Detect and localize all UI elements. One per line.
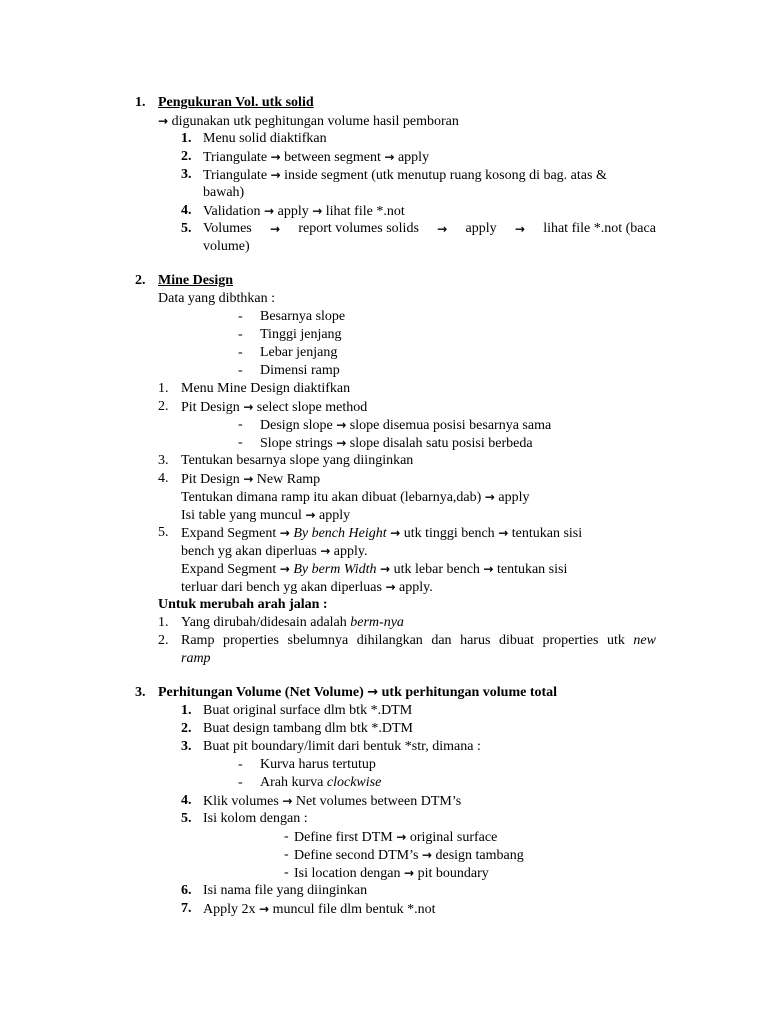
arrow-right-icon: → (396, 830, 407, 844)
arrow-right-icon: → (243, 400, 254, 414)
arrow-right-icon: → (336, 436, 347, 450)
list-item-continuation: volume) (203, 239, 250, 254)
arrow-right-icon: → (498, 526, 509, 540)
list-item-continuation: bawah) (203, 185, 245, 200)
section-title: Perhitungan Volume (Net Volume) (158, 685, 364, 700)
section-title: Mine Design (158, 273, 234, 288)
list-item-continuation: Isi table yang muncul → apply (181, 508, 351, 523)
arrow-right-icon: → (270, 168, 281, 182)
subsection-title: Untuk merubah arah jalan : (158, 597, 328, 612)
arrow-right-icon: → (367, 685, 379, 700)
arrow-right-icon: → (384, 150, 395, 164)
arrow-right-icon: → (270, 222, 281, 236)
arrow-right-icon: → (336, 418, 347, 432)
list-item-continuation: Expand Segment → By berm Width → utk lebar bench → tentukan sisi (181, 562, 568, 577)
arrow-right-icon: → (514, 222, 525, 236)
list-item-continuation: bench yg akan diperluas → apply. (181, 544, 368, 559)
arrow-right-icon: → (484, 490, 495, 504)
arrow-right-icon: → (483, 562, 494, 576)
list-item-continuation: Tentukan dimana ramp itu akan dibuat (lebarnya,dab) → apply (181, 490, 530, 505)
arrow-right-icon: → (421, 848, 432, 862)
arrow-right-icon: → (270, 150, 281, 164)
arrow-right-icon: → (279, 526, 290, 540)
arrow-right-icon: → (320, 544, 331, 558)
list-item-continuation: terluar dari bench yg akan diperluas → apply. (181, 580, 433, 595)
data-label: Data yang dibthkan : (158, 291, 276, 306)
arrow-right-icon: → (264, 204, 275, 218)
arrow-right-icon: → (279, 562, 290, 576)
arrow-right-icon: → (380, 562, 391, 576)
arrow-right-icon: → (243, 472, 254, 486)
arrow-right-icon: → (385, 580, 396, 594)
arrow-right-icon: → (305, 508, 316, 522)
arrow-right-icon: → (437, 222, 448, 236)
section-title: Pengukuran Vol. utk solid (158, 95, 314, 110)
section-description: → digunakan utk peghitungan volume hasil pemboran (158, 114, 459, 129)
arrow-right-icon: → (312, 204, 323, 218)
arrow-right-icon: → (259, 902, 270, 916)
list-item-continuation: ramp (181, 651, 211, 666)
arrow-right-icon: → (158, 114, 169, 128)
arrow-right-icon: → (404, 866, 415, 880)
arrow-right-icon: → (390, 526, 401, 540)
arrow-right-icon: → (282, 794, 293, 808)
